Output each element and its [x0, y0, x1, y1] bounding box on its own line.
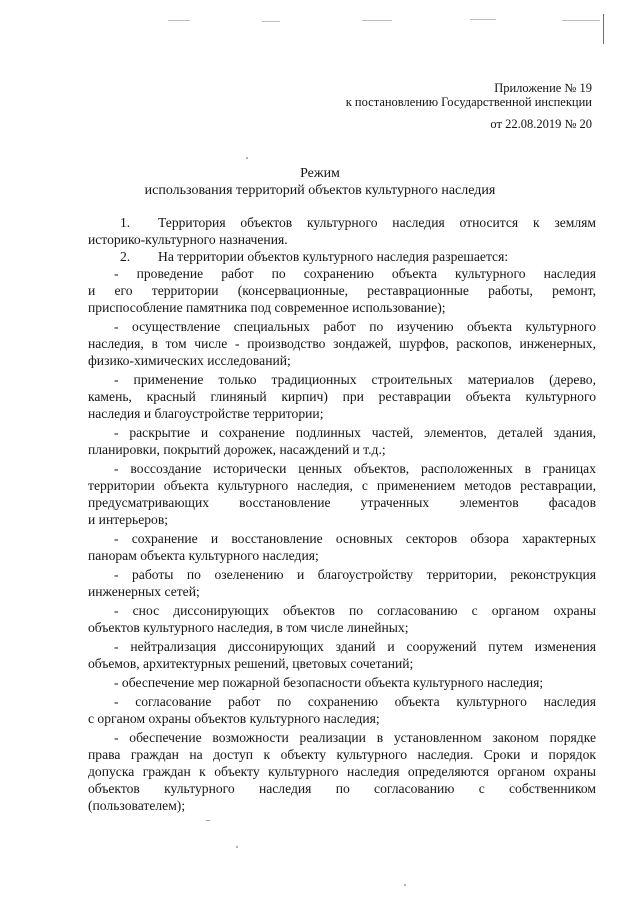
list-item-line: объемов, архитектурных решений, цветовых сочетаний; — [88, 656, 414, 671]
list-item-line: объектов культурного наследия по согласованию с собственником — [88, 781, 596, 796]
annex-number: Приложение № 19 — [494, 81, 592, 95]
list-item-line: - раскрытие и сохранение подлинных частей, элементов, деталей здания, — [114, 425, 596, 440]
scan-speck — [236, 846, 238, 848]
clause-line — [88, 249, 596, 265]
scan-artifact — [470, 19, 496, 20]
list-item-line: - осуществление специальных работ по изучению объекта культурного — [114, 319, 596, 334]
list-item-line: - применение только традиционных строительных материалов (дерево, — [114, 372, 596, 387]
list-item-line: панорам объекта культурного наследия; — [88, 548, 319, 563]
annex-reference: к постановлению Государственной инспекции — [345, 95, 592, 109]
list-item-line: предусматривающих восстановление утраченных элементов фасадов — [88, 495, 596, 510]
list-item-line: территории объекта культурного наследия, с применением методов реставрации, — [88, 478, 596, 493]
clause-text: На территории объектов культурного наследия разрешается: — [158, 249, 509, 264]
list-item-line: - снос диссонирующих объектов по согласованию с органом охраны — [114, 603, 596, 618]
list-item-line: - обеспечение возможности реализации в установленном законом порядке — [114, 730, 596, 745]
document-title: Режим — [300, 166, 340, 181]
scan-artifact — [168, 20, 190, 21]
list-item-line: - работы по озеленению и благоустройству территории, реконструкция — [114, 567, 596, 582]
list-item-line: камень, красный глиняный кирпич) при реставрации объекта культурного — [88, 389, 596, 404]
scan-artifact — [362, 20, 392, 21]
list-item-line: планировки, покрытий дорожек, насаждений и т.д.; — [88, 442, 386, 457]
clause-line: историко-культурного назначения. — [88, 232, 288, 247]
list-item-line: - нейтрализация диссонирующих зданий и сооружений путем изменения — [114, 639, 596, 654]
scan-speck — [404, 884, 406, 886]
annex-date: от 22.08.2019 № 20 — [490, 117, 592, 131]
scan-artifact — [262, 21, 280, 22]
list-item-line: права граждан на доступ к объекту культурного наследия. Сроки и порядок — [88, 747, 596, 762]
list-item-line: с органом охраны объектов культурного наследия; — [88, 711, 380, 726]
list-item-line: и интерьеров; — [88, 512, 169, 527]
list-item-line: - воссоздание исторически ценных объектов, расположенных в границах — [114, 461, 596, 476]
document-subtitle: использования территорий объектов культурного наследия — [144, 183, 496, 198]
scan-edge-mark — [603, 14, 604, 44]
list-item-line: - сохранение и восстановление основных секторов обзора характерных — [114, 531, 596, 546]
scan-speck — [206, 820, 210, 821]
list-item-line: (пользователем); — [88, 798, 186, 813]
list-item-line: физико-химических исследований; — [88, 353, 291, 368]
list-item-line: объектов культурного наследия, в том числе линейных; — [88, 620, 409, 635]
scan-speck — [246, 157, 248, 159]
clause-number: 1. — [120, 215, 131, 230]
list-item-line: наследия, в том числе - производство зондажей, шурфов, раскопов, инженерных, — [88, 336, 596, 351]
clause-text: Территория объектов культурного наследия относится к землям — [158, 215, 596, 230]
clause-line — [88, 215, 596, 231]
scan-artifact — [562, 20, 600, 21]
list-item-line: - обеспечение мер пожарной безопасности объекта культурного наследия; — [114, 675, 544, 690]
list-item-line: - согласование работ по сохранению объекта культурного наследия — [114, 694, 596, 709]
list-item-line: инженерных сетей; — [88, 584, 200, 599]
list-item-line: - проведение работ по сохранению объекта культурного наследия — [114, 266, 596, 281]
list-item-line: наследия и благоустройстве территории; — [88, 406, 324, 421]
list-item-line: приспособление памятника под современное использование); — [88, 300, 446, 315]
list-item-line: допуска граждан к объекту культурного наследия определяются органом охраны — [88, 764, 596, 779]
list-item-line: и его территории (консервационные, реставрационные работы, ремонт, — [88, 283, 596, 298]
clause-number: 2. — [120, 249, 131, 264]
